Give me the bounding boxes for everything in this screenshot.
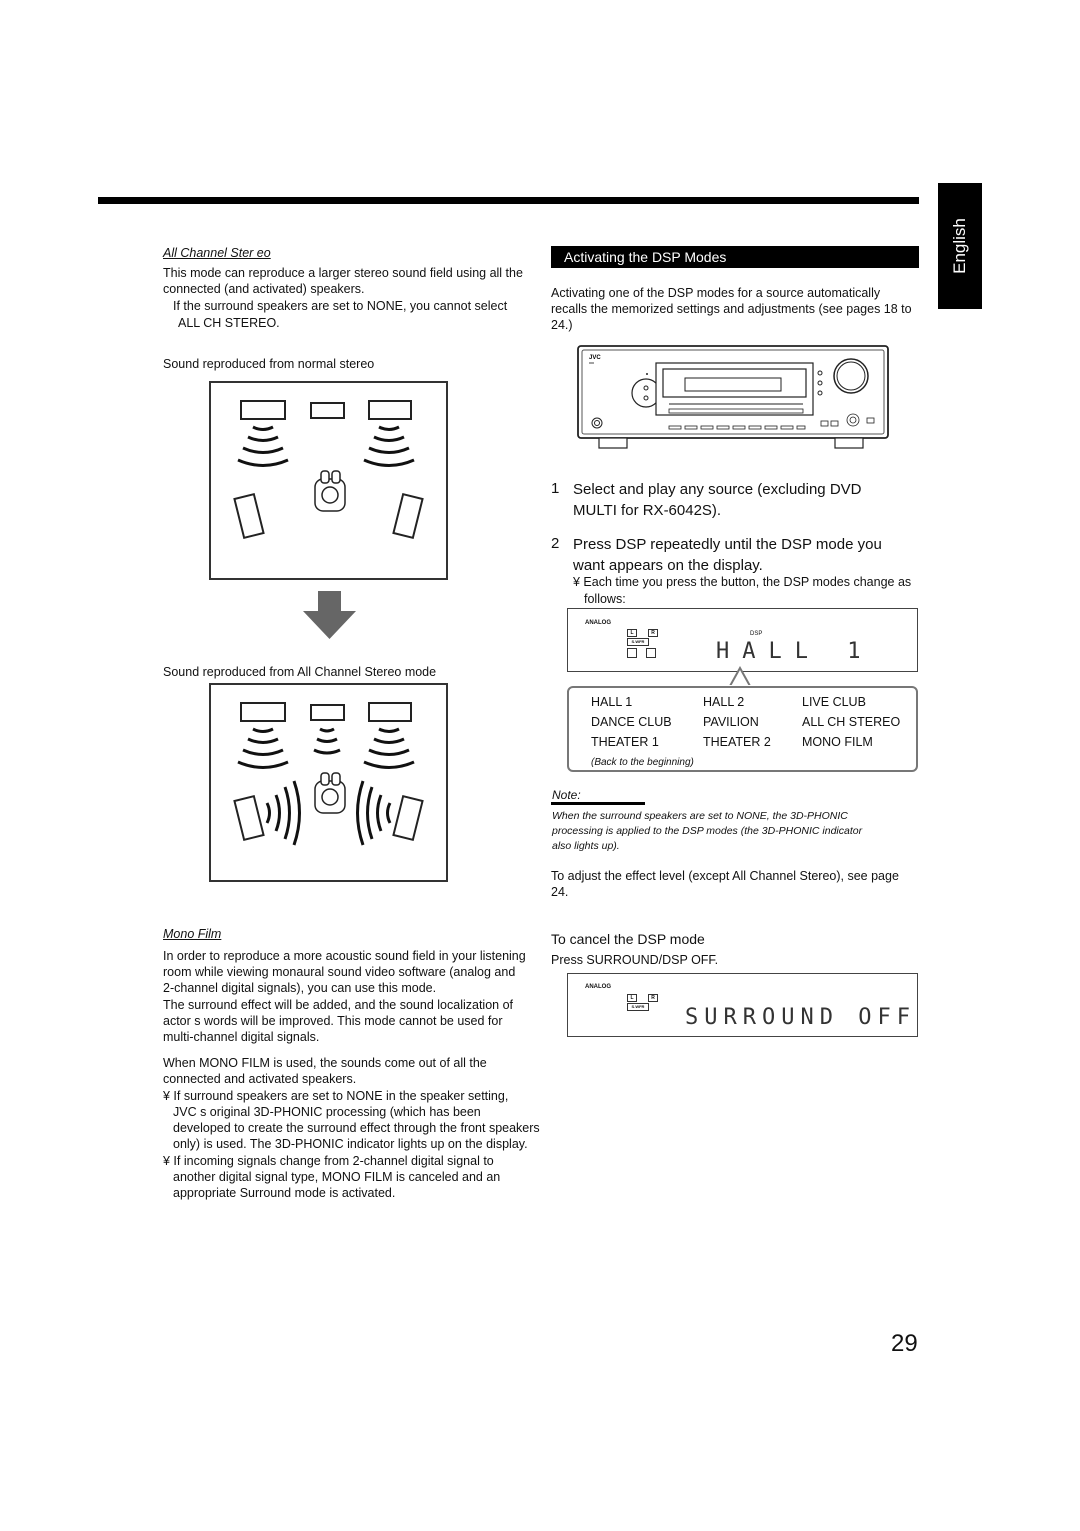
note-line3: also lights up). bbox=[552, 840, 620, 852]
surround-left-speaker bbox=[234, 494, 263, 538]
step2-bullet-line1: ¥ Each time you press the button, the DSP modes change as bbox=[573, 575, 912, 589]
mono-film-p2-line3: multi-channel digital signals. bbox=[163, 1030, 320, 1044]
all-channel-para1-line1: This mode can reproduce a larger stereo sound field using all the bbox=[163, 266, 523, 280]
step1-number: 1 bbox=[551, 480, 560, 497]
mono-film-p1-line1: In order to reproduce a more acoustic sound field in your listening bbox=[163, 949, 526, 963]
mono-film-p1-line3: 2-channel digital signals), you can use this mode. bbox=[163, 981, 437, 995]
surround-right-speaker bbox=[393, 494, 422, 538]
back-to-beginning-label: (Back to the beginning) bbox=[591, 757, 694, 768]
mono-film-p2-line2: actor s words will be improved. This mode cannot be used for bbox=[163, 1014, 503, 1028]
front-right-speaker bbox=[369, 703, 411, 721]
mode-hall2: HALL 2 bbox=[703, 695, 745, 709]
left-sound-waves bbox=[238, 729, 288, 768]
caption-normal-stereo: Sound reproduced from normal stereo bbox=[163, 357, 375, 371]
front-right-speaker bbox=[369, 401, 411, 419]
step2-line1: Press DSP repeatedly until the DSP mode you bbox=[573, 536, 882, 553]
display-hall1 bbox=[567, 608, 918, 672]
caption-all-channel-stereo: Sound reproduced from All Channel Stereo mode bbox=[163, 665, 437, 679]
step2-line2: want appears on the display. bbox=[573, 557, 763, 574]
mono-film-b1-line4: only) is used. The 3D-PHONIC indicator lights up on the display. bbox=[173, 1137, 528, 1151]
receiver-brand: JVC bbox=[589, 355, 601, 361]
page-number: 29 bbox=[891, 1330, 918, 1357]
display-surround-off bbox=[567, 973, 918, 1037]
dsp-intro bbox=[551, 285, 912, 333]
mode-pavilion: PAVILION bbox=[703, 715, 759, 729]
dsp-intro-line3: 24.) bbox=[551, 318, 573, 332]
mono-film-b1-line3: developed to create the surround effect through the front speakers bbox=[173, 1121, 540, 1135]
mono-film-b2-line3: appropriate Surround mode is activated. bbox=[173, 1186, 396, 1200]
dsp-intro-line2: recalls the memorized settings and adjustments (see pages 18 to bbox=[551, 302, 912, 316]
top-rule bbox=[98, 197, 919, 204]
mono-film-para3 bbox=[163, 1055, 487, 1087]
mode-mono-film: MONO FILM bbox=[802, 735, 873, 749]
note-rule bbox=[551, 802, 645, 805]
left-ch-indicator: L bbox=[627, 629, 637, 637]
mono-film-p3-line1: When MONO FILM is used, the sounds come out of all the bbox=[163, 1056, 487, 1070]
language-tab bbox=[938, 183, 982, 309]
center-sound-waves bbox=[314, 729, 340, 753]
mono-film-para2 bbox=[163, 997, 513, 1045]
receiver-front-panel bbox=[577, 345, 890, 450]
mode-all-ch-stereo: ALL CH STEREO bbox=[802, 715, 901, 729]
right-ch-indicator: R bbox=[648, 994, 658, 1002]
all-channel-stereo-diagram bbox=[209, 683, 448, 882]
dsp-section-title: Activating the DSP Modes bbox=[551, 246, 919, 268]
center-speaker bbox=[311, 403, 344, 418]
right-sound-waves bbox=[364, 729, 414, 768]
dsp-intro-line1: Activating one of the DSP modes for a source automatically bbox=[551, 286, 881, 300]
mode-hall1: HALL 1 bbox=[591, 695, 633, 709]
all-channel-illustration bbox=[211, 685, 446, 880]
surround-left-waves bbox=[267, 781, 300, 845]
language-tab-label: English bbox=[950, 218, 969, 274]
note-body bbox=[552, 809, 862, 854]
mono-film-b2-line1: ¥ If incoming signals change from 2-channel digital signal to bbox=[163, 1154, 494, 1168]
normal-stereo-diagram bbox=[209, 381, 448, 580]
listener-figure bbox=[315, 471, 345, 511]
surround-right-speaker bbox=[393, 796, 422, 840]
mono-film-b1-line1: ¥ If surround speakers are set to NONE in the speaker setting, bbox=[163, 1089, 509, 1103]
note-line1: When the surround speakers are set to NONE, the 3D-PHONIC bbox=[552, 810, 848, 822]
all-channel-para2-line1: If the surround speakers are set to NONE, you cannot select bbox=[173, 299, 508, 313]
step1-line2: MULTI for RX-6042S). bbox=[573, 502, 722, 519]
adjust-line1: To adjust the effect level (except All Channel Stereo), see page bbox=[551, 869, 899, 883]
mode-live-club: LIVE CLUB bbox=[802, 695, 866, 709]
all-channel-para1-line2: connected (and activated) speakers. bbox=[163, 282, 365, 296]
cancel-dsp-heading: To cancel the DSP mode bbox=[551, 931, 705, 947]
mono-film-b2-line2: another digital signal type, MONO FILM is canceled and an bbox=[173, 1170, 501, 1184]
mono-film-b1-line2: JVC s original 3D-PHONIC processing (which has been bbox=[173, 1105, 481, 1119]
surround-right-indicator bbox=[646, 648, 656, 658]
note-heading: Note: bbox=[552, 788, 581, 802]
adjust-line2: 24. bbox=[551, 885, 569, 899]
surround-left-indicator bbox=[627, 648, 637, 658]
analog-indicator: ANALOG bbox=[585, 620, 611, 626]
front-left-speaker bbox=[241, 703, 285, 721]
mono-film-p3-line2: connected and activated speakers. bbox=[163, 1072, 357, 1086]
mode-dance-club: DANCE CLUB bbox=[591, 715, 672, 729]
mono-film-para1 bbox=[163, 948, 526, 996]
down-arrow-icon bbox=[303, 591, 356, 639]
front-left-speaker bbox=[241, 401, 285, 419]
normal-stereo-illustration bbox=[211, 383, 446, 578]
mono-film-bullet1 bbox=[163, 1088, 540, 1152]
analog-indicator: ANALOG bbox=[585, 984, 611, 990]
mode-theater2: THEATER 2 bbox=[703, 735, 771, 749]
right-sound-waves bbox=[364, 427, 414, 466]
left-ch-indicator: L bbox=[627, 994, 637, 1002]
pointer-triangle-icon bbox=[728, 666, 752, 688]
right-ch-indicator: R bbox=[648, 629, 658, 637]
center-speaker bbox=[311, 705, 344, 720]
mono-film-bullet2 bbox=[163, 1153, 500, 1201]
mono-film-p2-line1: The surround effect will be added, and the sound localization of bbox=[163, 998, 513, 1012]
display-surround-off-text: SURROUND OFF bbox=[685, 1005, 916, 1030]
display-hall1-text: HALL 1 bbox=[716, 639, 874, 664]
mode-theater1: THEATER 1 bbox=[591, 735, 659, 749]
mono-film-heading: Mono Film bbox=[163, 927, 222, 941]
all-channel-heading: All Channel Ster eo bbox=[163, 246, 271, 260]
dsp-indicator: DSP bbox=[750, 631, 763, 637]
adjust-effect-text bbox=[551, 868, 899, 900]
cancel-dsp-instruction: Press SURROUND/DSP OFF. bbox=[551, 953, 719, 967]
step2-number: 2 bbox=[551, 535, 560, 552]
subwoofer-indicator: S.WFR bbox=[627, 638, 649, 646]
listener-figure bbox=[315, 773, 345, 813]
mono-film-p1-line2: room while viewing monaural sound video software (analog and bbox=[163, 965, 516, 979]
surround-left-speaker bbox=[234, 796, 263, 840]
step1-line1: Select and play any source (excluding DVD bbox=[573, 481, 862, 498]
step2-bullet-line2: follows: bbox=[584, 592, 626, 606]
left-sound-waves bbox=[238, 427, 288, 466]
note-line2: processing is applied to the DSP modes (the 3D-PHONIC indicator bbox=[552, 825, 863, 837]
subwoofer-indicator: S.WFR bbox=[627, 1003, 649, 1011]
surround-right-waves bbox=[358, 781, 391, 845]
all-channel-para2-line2: ALL CH STEREO. bbox=[178, 316, 280, 330]
